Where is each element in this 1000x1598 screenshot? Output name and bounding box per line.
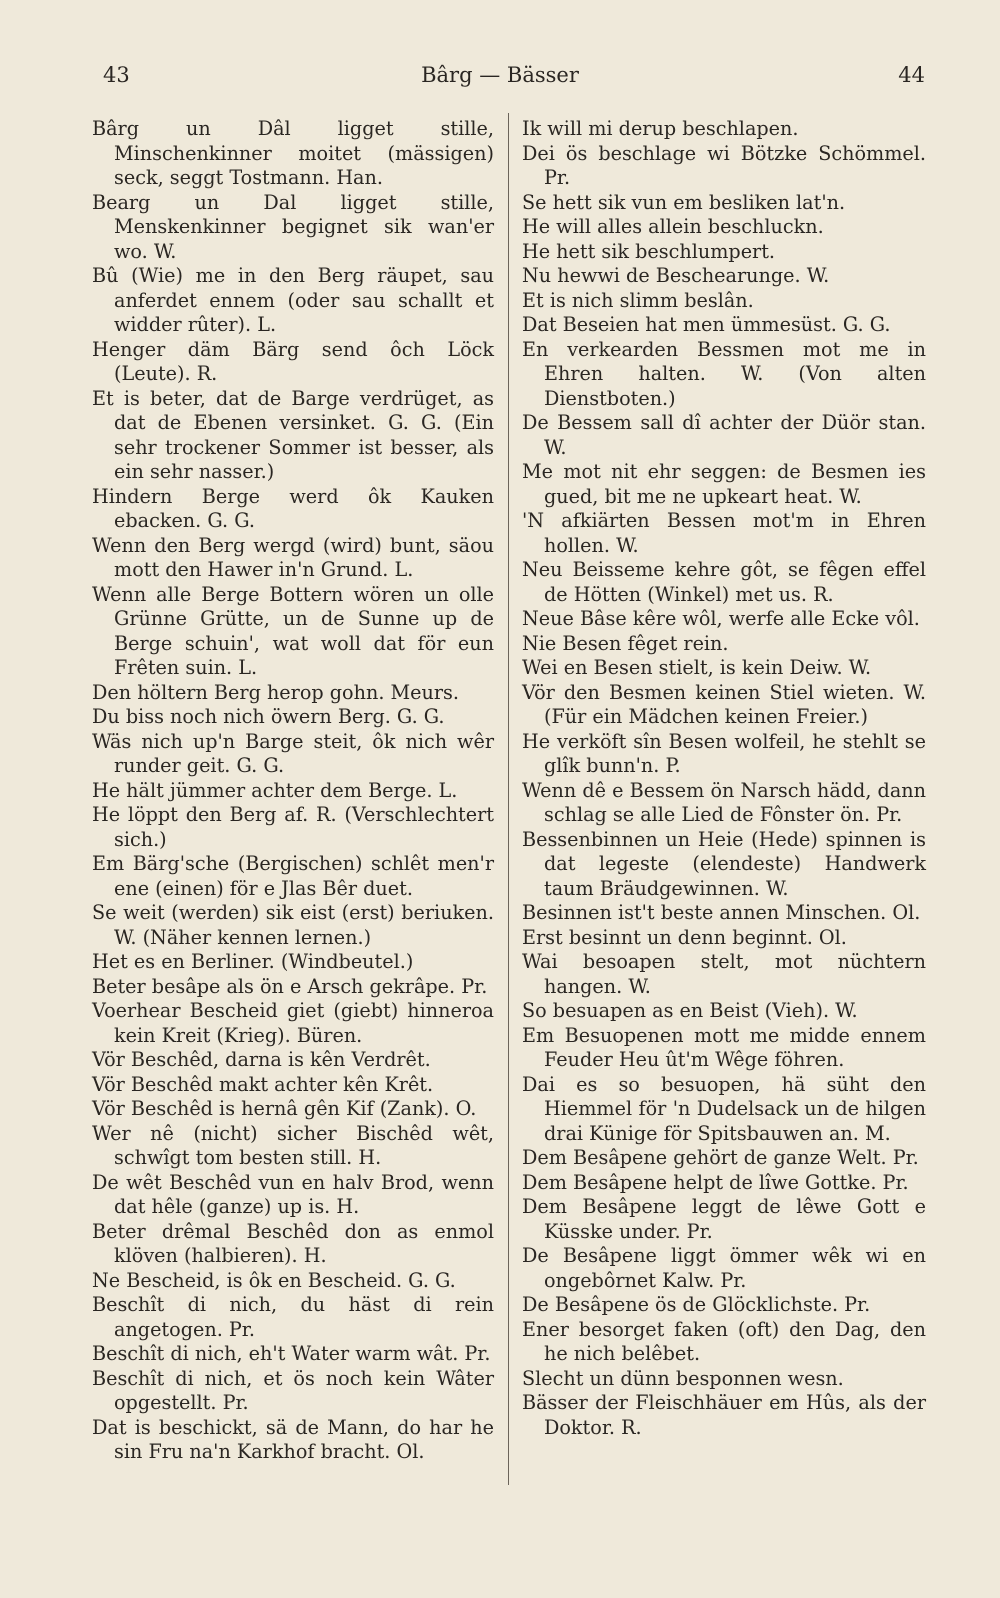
proverb-entry: Wenn dê e Bessem ön Narsch hädd, dann schlag se alle Lied de Fônster ön. Pr. (522, 778, 926, 826)
proverb-entry: Wenn alle Berge Bottern wören un olle Grünne Grütte, un de Sunne up de Berge schuin', wat woll dat för eun Frêten suin. L. (92, 582, 494, 679)
proverb-entry: Wäs nich up'n Barge steit, ôk nich wêr runder geit. G. G. (92, 729, 494, 777)
proverb-entry: Et is nich slimm beslân. (522, 288, 754, 312)
proverb-entry: He löppt den Berg af. R. (Verschlechtert sich.) (92, 803, 494, 851)
proverb-entry: Voerhear Bescheid giet (giebt) hinneroa kein Kreit (Krieg). Büren. (92, 999, 494, 1047)
proverb-entry: Den höltern Berg herop gohn. Meurs. (92, 680, 459, 704)
proverb-entry: Vör Beschêd is hernâ gên Kif (Zank). O. (92, 1097, 477, 1120)
proverb-entry: He verköft sîn Besen wolfeil, he stehlt se glîk bunn'n. P. (522, 729, 926, 777)
proverb-entry: Se hett sik vun em besliken lat'n. (522, 190, 846, 214)
proverb-entry: Nu hewwi de Beschearunge. W. (522, 264, 830, 287)
proverb-entry: Bearg un Dal ligget stille, Menskenkinner begignet sik wan'er wo. W. (92, 190, 494, 263)
proverb-entry: Vör Beschêd makt achter kên Krêt. (92, 1072, 434, 1096)
column-divider (508, 113, 509, 1485)
proverb-entry: Het es en Berliner. (Windbeutel.) (92, 950, 414, 973)
proverb-entry: De Bessem sall dî achter der Düör stan. W. (522, 411, 926, 459)
proverb-entry: Neue Bâse kêre wôl, werfe alle Ecke vôl. (522, 607, 920, 630)
proverb-entry: Beschît di nich, du häst di rein angetogen. Pr. (92, 1293, 494, 1341)
proverb-entry: Du biss noch nich öwern Berg. G. G. (92, 705, 445, 728)
running-header (0, 60, 1000, 90)
proverb-entry: Vör den Besmen keinen Stiel wieten. W. (Für ein Mädchen keinen Freier.) (522, 680, 926, 728)
proverb-entry: Bässer der Fleischhäuer em Hûs, als der Doktor. R. (522, 1391, 926, 1439)
proverb-entry: Em Bärg'sche (Bergischen) schlêt men'r ene (einen) för e Jlas Bêr duet. (92, 852, 494, 900)
right-column (522, 117, 926, 1440)
proverb-entry: Dem Besâpene leggt de lêwe Gott e Küsske under. Pr. (522, 1195, 926, 1243)
proverb-entry: Ik will mi derup beschlapen. (522, 117, 799, 140)
proverb-entry: Dem Besâpene gehört de ganze Welt. Pr. (522, 1146, 919, 1169)
proverb-entry: Neu Beisseme kehre gôt, se fêgen effel de Hötten (Winkel) met us. R. (522, 558, 926, 606)
page-number-right: 44 (898, 63, 925, 87)
proverb-entry: He will alles allein beschluckn. (522, 215, 824, 238)
proverb-entry: De Besâpene ös de Glöcklichste. Pr. (522, 1293, 871, 1316)
proverb-entry: Henger däm Bärg send ôch Löck (Leute). R. (92, 337, 494, 385)
proverb-entry: Se weit (werden) sik eist (erst) beriuken. W. (Näher kennen lernen.) (92, 901, 494, 949)
proverb-entry: Bessenbinnen un Heie (Hede) spinnen is dat legeste (elendeste) Handwerk taum Bräudgewinnen. W. (522, 827, 926, 900)
proverb-entry: Dem Besâpene helpt de lîwe Gottke. Pr. (522, 1170, 909, 1194)
proverb-entry: 'N afkiärten Bessen mot'm in Ehren hollen. W. (522, 509, 926, 557)
proverb-entry: Erst besinnt un denn beginnt. Ol. (522, 925, 847, 949)
proverb-entry: Besinnen ist't beste annen Minschen. Ol. (522, 901, 921, 924)
proverb-entry: Em Besuopenen mott me midde ennem Feuder Heu ût'm Wêge föhren. (522, 1023, 926, 1071)
proverb-entry: Wei en Besen stielt, is kein Deiw. W. (522, 656, 872, 679)
proverb-entry: De wêt Beschêd vun en halv Brod, wenn dat hêle (ganze) up is. H. (92, 1170, 494, 1218)
proverb-entry: Et is beter, dat de Barge verdrüget, as dat de Ebenen versinket. G. G. (Ein sehr trockener Sommer ist besser, als ein sehr nasser.) (92, 386, 494, 483)
proverb-entry: Beter besâpe als ön e Arsch gekrâpe. Pr. (92, 974, 488, 998)
proverb-entry: Ne Bescheid, is ôk en Bescheid. G. G. (92, 1268, 456, 1292)
proverb-entry: Nie Besen fêget rein. (522, 631, 729, 655)
proverb-entry: Bârg un Dâl ligget stille, Minschenkinner moitet (mässigen) seck, seggt Tostmann. Han. (92, 117, 494, 189)
proverb-entry: Wai besoapen stelt, mot nüchtern hangen. W. (522, 950, 926, 998)
proverb-entry: Slecht un dünn besponnen wesn. (522, 1366, 844, 1390)
proverb-entry: He hält jümmer achter dem Berge. L. (92, 778, 458, 802)
left-column (92, 117, 494, 1465)
proverb-entry: Beschît di nich, et ös noch kein Wâter opgestellt. Pr. (92, 1366, 494, 1414)
proverb-entry: Ener besorget faken (oft) den Dag, den he nich belêbet. (522, 1317, 926, 1365)
proverb-entry: Bû (Wie) me in den Berg räupet, sau anferdet ennem (oder sau schallt et widder rûter). L. (92, 264, 494, 336)
proverb-entry: Dei ös beschlage wi Bötzke Schömmel. Pr. (522, 141, 926, 189)
proverb-entry: Beschît di nich, eh't Water warm wât. Pr. (92, 1342, 491, 1365)
proverb-entry: Dat is beschickt, sä de Mann, do har he sin Fru na'n Karkhof bracht. Ol. (92, 1415, 494, 1463)
proverb-entry: Me mot nit ehr seggen: de Besmen ies gued, bit me ne upkeart heat. W. (522, 460, 926, 508)
proverb-entry: He hett sik beschlumpert. (522, 239, 776, 263)
proverb-entry: So besuapen as en Beist (Vieh). W. (522, 999, 858, 1022)
proverb-entry: Wer nê (nicht) sicher Bischêd wêt, schwîgt tom besten still. H. (92, 1121, 494, 1169)
proverb-entry: De Besâpene liggt ömmer wêk wi en ongebôrnet Kalw. Pr. (522, 1244, 926, 1292)
running-title: Bârg — Bässer (421, 63, 579, 87)
proverb-entry: Wenn den Berg wergd (wird) bunt, säou mott den Hawer in'n Grund. L. (92, 533, 494, 581)
proverb-entry: En verkearden Bessmen mot me in Ehren halten. W. (Von alten Dienstboten.) (522, 337, 926, 410)
page-number-left: 43 (103, 63, 130, 87)
proverb-entry: Vör Beschêd, darna is kên Verdrêt. (92, 1048, 431, 1071)
proverb-entry: Beter drêmal Beschêd don as enmol klöven (halbieren). H. (92, 1219, 494, 1267)
proverb-entry: Dat Beseien hat men ümmesüst. G. G. (522, 313, 891, 336)
proverb-entry: Dai es so besuopen, hä süht den Hiemmel för 'n Dudelsack un de hilgen drai Künige för Spitsbauwen an. M. (522, 1072, 926, 1145)
proverb-entry: Hindern Berge werd ôk Kauken ebacken. G. G. (92, 484, 494, 532)
